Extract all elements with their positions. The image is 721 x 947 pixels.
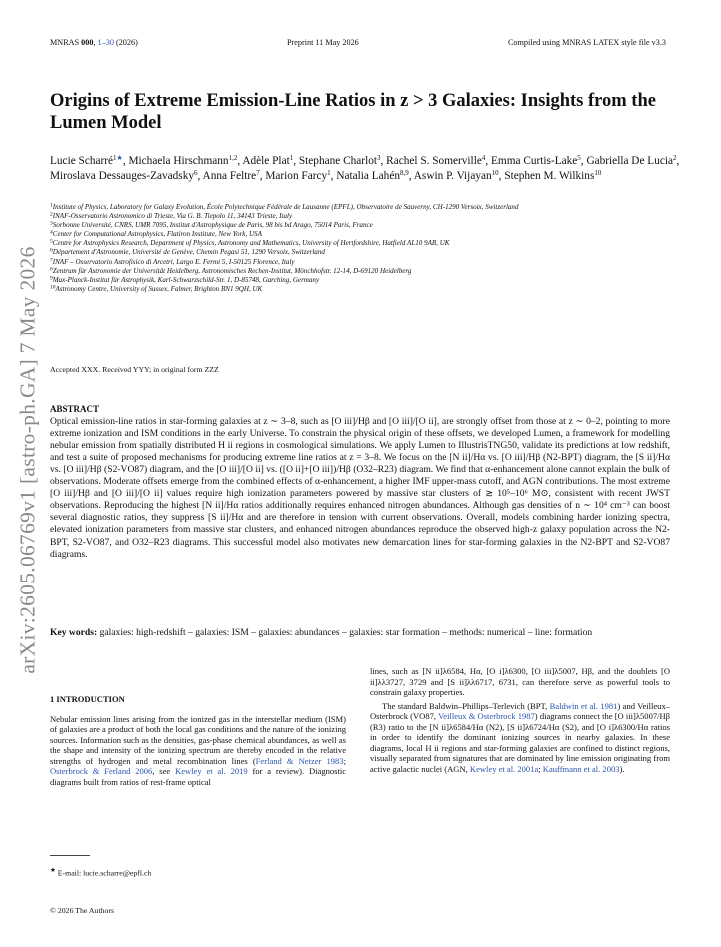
author-name: Aswin P. Vijayan xyxy=(413,170,492,182)
affiliation-item: $^6$Département d'Astronomie, Université de Genève, Chemin Pegasi 51, 1290 Versoix, Switzerland xyxy=(50,247,325,257)
footnote-email: E-mail: lucie.scharre@epfl.ch xyxy=(57,868,152,878)
intro-paragraph-2: The standard Baldwin–Phillips–Terlevich (BPT, Baldwin et al. 1981) and Veilleux–Osterbrock (VO87, Veilleux & Osterbrock 1987) diagrams connect the [O iii]λ5007/Hβ (R3) ratio to the [N ii]λ6584/Hα (N2), [S ii]λ6724/Hα (S2), and [O i]λ6300/Hα ratios in order to identify the dominant ionizing sources in nearby galaxies. In these diagrams, local H ii regions and star-forming galaxies are confined to distinct regions, visually separated from signatures that are dominated by line emission originating from active galactic nuclei (AGN, Kewley et al. 2001a; Kauffmann et al. 2003). xyxy=(370,700,671,774)
author-name: Natalia Lahén xyxy=(336,170,400,182)
author-name: Michaela Hirschmann xyxy=(128,155,229,167)
author-name: Lucie Scharré xyxy=(50,155,114,167)
affiliation-item: $^7$INAF – Osservatorio Astrofisico di Arcetri, Largo E. Fermi 5, I-50125 Florence, Italy xyxy=(50,257,295,266)
author-affiliation-mark: 4 xyxy=(481,154,486,162)
citation-link[interactable]: Kewley et al. 2001a xyxy=(469,763,539,774)
author-affiliation-mark: 1 xyxy=(327,169,331,177)
author-affiliation-mark: 1★ xyxy=(113,154,123,162)
citation-link[interactable]: Kewley et al. 2019 xyxy=(175,766,248,776)
preprint-date: Preprint 11 May 2026 xyxy=(286,38,359,47)
footnote-mark: ★ xyxy=(50,867,56,874)
arxiv-stamp xyxy=(8,230,48,690)
author-affiliation-mark: 1 xyxy=(289,154,294,162)
pages-link[interactable]: 1–30 xyxy=(97,38,114,47)
author-affiliation-mark: 8,9 xyxy=(399,169,409,177)
author-list: Lucie Scharré$^{1★}$, Michaela Hirschmann$^{1,2}$, Adèle Plat$^1$, Stephane Charlot$^3$, Rachel S. Somerville$^4$, Emma Curtis-Lake$^5$, Gabriella De Lucia$^2$, Miroslava Dessauges-Zavadsky$^6$, Anna Feltre$^7$, Marion Farcy$^1$, Natalia Lahén$^{8,9}$, Aswin P. Vijayan$^{10}$, Stephen M. Wilkins$^{10}$ xyxy=(50,154,680,182)
section-heading: 1 INTRODUCTION xyxy=(50,694,125,704)
footnote-rule xyxy=(50,855,90,856)
author-name: Rachel S. Somerville xyxy=(386,155,482,167)
journal-citation: MNRAS 000, 1–30 (2026) xyxy=(50,38,138,47)
author-affiliation-mark: 10 xyxy=(594,169,602,177)
running-header xyxy=(50,38,666,50)
author-affiliation-mark: 3 xyxy=(377,154,381,162)
keywords-label: Key words: xyxy=(50,627,98,638)
author-name: Stephen M. Wilkins xyxy=(504,170,595,182)
affiliation-item: $^1$Institute of Physics, Laboratory for Galaxy Evolution, École Polytechnique Fédérale de Lausanne (EPFL), Observatoire de Sauverny, CH-1290 Versoix, Switzerland xyxy=(50,202,519,211)
affiliation-item: $^{10}$Astronomy Centre, University of Sussex, Falmer, Brighton BN1 9QH, UK xyxy=(50,284,263,293)
author-name: Marion Farcy xyxy=(265,170,328,182)
author-name: Gabriella De Lucia xyxy=(586,155,674,167)
author-affiliation-mark: 2 xyxy=(673,154,677,162)
corresponding-author-star[interactable]: ★ xyxy=(116,154,123,162)
affiliation-item: $^8$Zentrum für Astronomie der Universität Heidelberg, Astronomisches Rechen-Institut, Mönchhofstr. 12-14, D-69120 Heidelberg xyxy=(50,266,412,275)
abstract xyxy=(50,403,670,561)
intro-left-column xyxy=(50,694,346,787)
affiliation-item: $^3$Sorbonne Université, CNRS, UMR 7095, Institut d'Astrophysique de Paris, 98 bis bd Arago, 75014 Paris, France xyxy=(50,220,373,230)
author-affiliation-mark: 10 xyxy=(491,169,499,177)
citation-link[interactable]: Veilleux & Osterbrock 1987 xyxy=(438,711,535,721)
author-affiliation-mark: 6 xyxy=(194,169,198,177)
affiliation-item: $^9$Max-Planck-Institut für Astrophysik, Karl-Schwarzschild-Str. 1, D-85748, Garching, Germany xyxy=(50,275,320,284)
author-affiliation-mark: 1,2 xyxy=(228,154,238,162)
affiliation-list xyxy=(50,203,670,294)
author-name: Miroslava Dessauges-Zavadsky xyxy=(50,170,194,182)
acceptance-note: Accepted XXX. Received YYY; in original form ZZZ xyxy=(50,365,219,374)
author-name: Adèle Plat xyxy=(242,155,290,167)
abstract-text: Optical emission-line ratios in star-forming galaxies at z ∼ 3–8, such as [O iii]/Hβ and [O iii]/[O ii], are strongly offset from those at z ∼ 0–2, pointing to more extreme ionization and ISM conditions in the early Universe. To constrain the physical origin of these offsets, we developed Lumen, a framework for modelling nebular emission from spatially distributed H ii regions in cosmological simulations. We apply Lumen to IllustrisTNG50, validate its predictions at low redshift, and test a suite of proposed mechanisms for producing extreme line ratios at z = 3–8. We focus on the [N ii]/Hα vs. [O iii]/Hβ (N2-BPT) diagram, the [S ii]/Hα vs. [O iii]/Hβ (S2-VO87) diagram, and the [O iii]/[O ii] vs. ([O ii]+[O iii])/Hβ (O32–R23) diagram. We find that α-enhancement alone cannot explain the bulk of observations. Moderate offsets emerge from the combined effects of α-enhancement, a higher IMF upper-mass cutoff, and AGN contributions. The most extreme [O iii]/Hβ and [O iii]/[O ii] values require high ionization parameters powered by massive star clusters of ≳ 10⁵–10⁶ M⊙, consistent with recent JWST observations. Reproducing the highest [N ii]/Hα ratios additionally requires enhanced nitrogen abundances. Although gas densities of n ∼ 10⁴ cm⁻³ can boost several diagnostic ratios, they suppress [S ii]/Hα and are therefore in tension with current observations. Overall, models combining harder ionizing spectra, elevated ionization parameters from massive star clusters, and enhanced nitrogen abundances reproduce the observed high-z galaxy population across the N2-BPT, S2-VO87, and O32–R23 diagrams. This successful model also motivates new demarcation lines for star-forming galaxies in the N2-BPT and S2-VO87 diagrams. xyxy=(50,416,670,560)
author-affiliation-mark: 5 xyxy=(577,154,581,162)
citation-link[interactable]: Osterbrock & Ferland 2006 xyxy=(50,766,153,776)
affiliation-item: $^2$INAF-Osservatorio Astronomico di Trieste, Via G. B. Tiepolo 11, 34143 Trieste, Italy xyxy=(50,211,293,221)
paper-title: Origins of Extreme Emission-Line Ratios in z > 3 Galaxies: Insights from the Lumen Model xyxy=(50,91,656,133)
intro-right-column xyxy=(370,666,670,774)
citation-link[interactable]: Ferland & Netzer 1983 xyxy=(255,755,344,766)
intro-paragraph-1-cont: lines, such as [N ii]λ6584, Hα, [O i]λ6300, [O iii]λ5007, Hβ, and the doublets [O ii]λλ3727, 3729 and [S ii]λλ6717, 6731, can therefore serve as powerful tools to constrain galaxy properties. xyxy=(370,666,670,697)
footnote xyxy=(50,866,151,878)
compiled-note: Compiled using MNRAS LATEX style file v3.3 xyxy=(507,38,666,47)
affiliation-item: $^5$Centre for Astrophysics Research, Department of Physics, Astronomy and Mathematics, University of Hertfordshire, Hatfield AL10 9AB, UK xyxy=(50,238,450,248)
author-name: Emma Curtis-Lake xyxy=(491,155,578,167)
citation-link[interactable]: Kauffmann et al. 2003 xyxy=(542,763,620,774)
keywords xyxy=(50,627,670,639)
keywords-text: galaxies: high-redshift – galaxies: ISM – galaxies: abundances – galaxies: star formation – methods: numerical – line: formation xyxy=(99,627,593,638)
affiliation-item: $^4$Center for Computational Astrophysics, Flatiron Institute, New York, USA xyxy=(50,229,262,239)
citation-link[interactable]: Baldwin et al. 1981 xyxy=(549,700,618,711)
author-name: Anna Feltre xyxy=(202,170,257,182)
intro-paragraph-1: Nebular emission lines arising from the ionized gas in the interstellar medium (ISM) of galaxies are a product of both the local gas conditions and the nature of the ionizing sources. Information such as the densities, gas-phase chemical abundances, as well as the shape and intensity of the ionizing spectrum are thereby encoded in the relative strengths of hydrogen and metal recombination lines (Ferland & Netzer 1983; Osterbrock & Ferland 2006, see Kewley et al. 2019 for a review). Diagnostic diagrams built from ratios of rest-frame optical xyxy=(50,713,347,787)
copyright: © 2026 The Authors xyxy=(50,906,115,915)
author-name: Stephane Charlot xyxy=(298,155,377,167)
abstract-heading: ABSTRACT xyxy=(50,404,100,414)
arxiv-identifier: arXiv:2605.06769v1 [astro-ph.GA] 7 May 2026 xyxy=(15,246,40,674)
author-affiliation-mark: 7 xyxy=(256,169,260,177)
